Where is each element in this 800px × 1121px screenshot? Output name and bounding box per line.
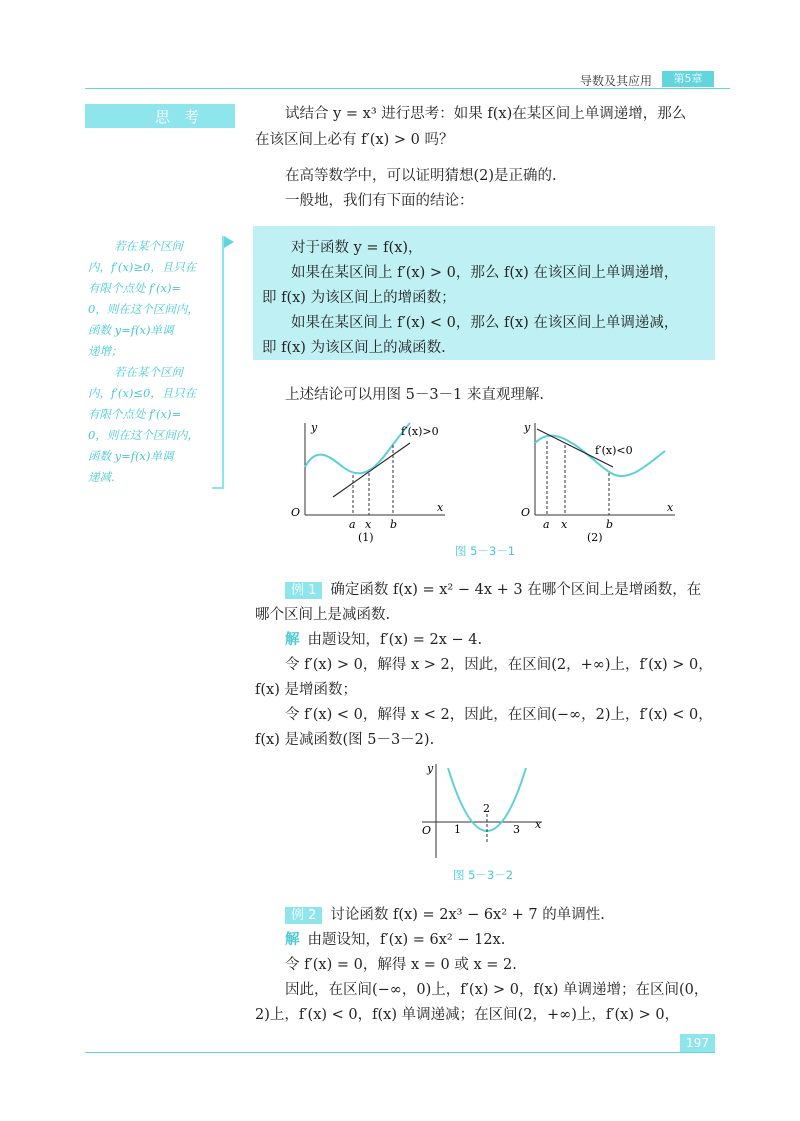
svg-text:O: O: [521, 506, 531, 519]
note-divider: [222, 236, 224, 489]
svg-text:1: 1: [454, 823, 461, 836]
svg-text:2: 2: [483, 802, 490, 815]
header-rule: [85, 88, 730, 89]
svg-text:y: y: [427, 762, 434, 775]
subfigure-label-1: (1): [358, 531, 374, 544]
example-1-solution-5: f(x) 是减函数(图 5－3－2).: [255, 732, 435, 748]
example-1-line-1: 例 1 确定函数 f(x) = x² − 4x + 3 在哪个区间上是增函数，在: [285, 580, 701, 600]
example-1-solution-2: 令 f′(x) > 0，解得 x > 2，因此，在区间(2，+∞)上，f′(x) > 0，: [285, 657, 713, 673]
intro-line-2: 一般地，我们有下面的结论：: [285, 193, 474, 209]
note-arrow-icon: [224, 236, 234, 248]
increasing-curve: [305, 423, 410, 473]
figure-caption-2: 图 5－3－2: [453, 868, 514, 882]
conclusion-line-2: 如果在某区间上 f′(x) > 0，那么 f(x) 在该区间上单调递增，: [291, 265, 679, 281]
example-1-line-2: 哪个区间上是减函数.: [255, 607, 391, 623]
annotation-positive: f′(x)>0: [401, 425, 439, 438]
figure-parabola: [418, 758, 553, 863]
figure-intro: 上述结论可以用图 5－3－1 来直观理解.: [285, 387, 545, 403]
svg-text:b: b: [606, 518, 614, 531]
svg-text:O: O: [422, 824, 432, 837]
svg-text:y: y: [524, 421, 531, 434]
example-2-solution-4: 2)上，f′(x) < 0，f(x) 单调递减；在区间(2，+∞)上，f′(x) > 0，: [255, 1007, 680, 1023]
tick-b: b: [390, 518, 398, 531]
annotation-negative: f′(x)<0: [595, 444, 633, 457]
x-axis-label: x: [437, 501, 444, 514]
example-2-solution-1: 解 由题设知，f′(x) = 6x² − 12x.: [285, 931, 506, 948]
svg-text:3: 3: [513, 823, 520, 836]
figure-decreasing: [515, 415, 685, 545]
think-label-box: [85, 104, 235, 128]
svg-text:x: x: [667, 501, 674, 514]
chapter-title: 导数及其应用: [580, 74, 653, 88]
chapter-badge: 第5章: [662, 71, 714, 87]
think-label: 思考: [154, 108, 213, 126]
conclusion-line-4: 如果在某区间上 f′(x) < 0，那么 f(x) 在该区间上单调递减，: [291, 315, 679, 331]
conclusion-line-3: 即 f(x) 为该区间上的增函数；: [262, 290, 456, 306]
side-note-decreasing: 若在某个区间 内，f′(x)≤0，且只在 有限个点处 f′(x)= 0，则在这个区间内， 函数 y=f(x)单调 递减.: [88, 365, 199, 484]
page-number: 197: [680, 1034, 715, 1052]
tick-x: x: [365, 518, 372, 531]
example-2-solution-2: 令 f′(x) = 0，解得 x = 0 或 x = 2.: [285, 957, 517, 973]
conclusion-line-5: 即 f(x) 为该区间上的减函数.: [262, 340, 446, 356]
y-axis-label: y: [311, 421, 318, 434]
figure-increasing: [285, 415, 455, 545]
example-2-tag: 例 2: [285, 907, 322, 924]
svg-text:x: x: [535, 818, 542, 831]
example-1-solution-3: f(x) 是增函数；: [255, 682, 357, 698]
origin-label: O: [291, 506, 301, 519]
conclusion-line-1: 对于函数 y = f(x)，: [291, 240, 423, 256]
example-2-line: 例 2 讨论函数 f(x) = 2x³ − 6x² + 7 的单调性.: [285, 905, 605, 925]
intro-line-1: 在高等数学中，可以证明猜想(2)是正确的.: [285, 168, 557, 184]
example-1-solution-4: 令 f′(x) < 0，解得 x < 2，因此，在区间(−∞，2)上，f′(x) < 0，: [285, 707, 713, 723]
tangent-line: [333, 443, 410, 497]
subfigure-label-2: (2): [587, 531, 603, 544]
figure-caption-1: 图 5－3－1: [455, 544, 516, 558]
side-note-increasing: 若在某个区间 内，f′(x)≥0，且只在 有限个点处 f′(x)= 0，则在这个区间内， 函数 y=f(x)单调 递增；: [88, 239, 199, 358]
think-line-2: 在该区间上必有 f′(x) > 0 吗？: [255, 132, 454, 148]
example-2-solution-3: 因此，在区间(−∞，0)上，f′(x) > 0，f(x) 单调递增；在区间(0，: [285, 982, 709, 998]
tick-a: a: [349, 518, 356, 531]
example-1-tag: 例 1: [285, 582, 322, 599]
footer-rule: [85, 1052, 715, 1053]
svg-text:a: a: [543, 518, 550, 531]
svg-text:x: x: [561, 518, 568, 531]
example-1-solution-1: 解 由题设知，f′(x) = 2x − 4.: [285, 631, 483, 648]
think-line-1: 试结合 y = x³ 进行思考：如果 f(x)在某区间上单调递增，那么: [285, 106, 687, 122]
